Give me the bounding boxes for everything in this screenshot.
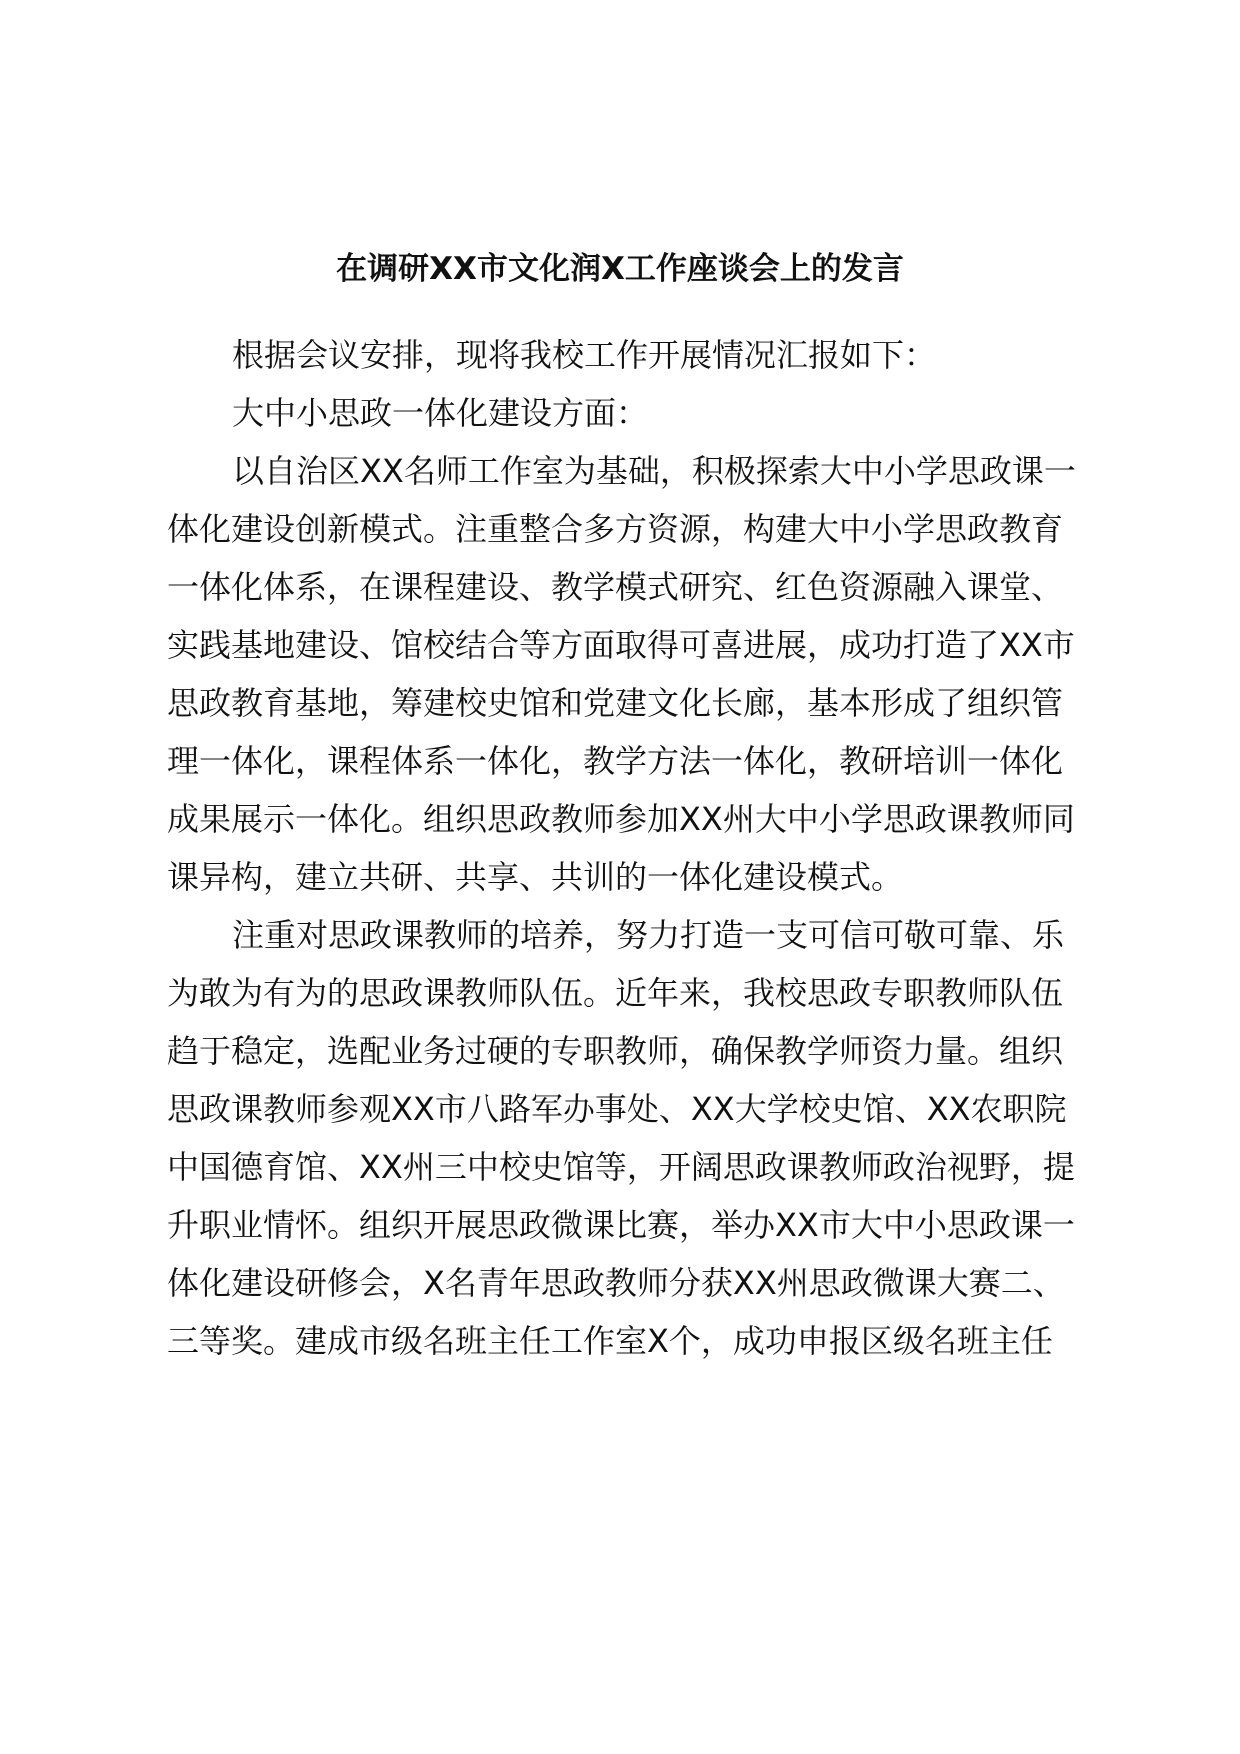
text-line: 为敢为有为的思政课教师队伍。近年来，我校思政专职教师队伍 (167, 974, 1064, 1012)
text-line: 注重对思政课教师的培养，努力打造一支可信可敬可靠、乐 (232, 916, 1065, 954)
text-line: 思政教育基地，筹建校史馆和党建文化长廊，基本形成了组织管 (167, 684, 1064, 722)
text-line: 趋于稳定，选配业务过硬的专职教师，确保教学师资力量。组织 (167, 1032, 1064, 1070)
document-title: 在调研XX市文化润X工作座谈会上的发言 (336, 251, 904, 287)
text-line: 思政课教师参观XX市八路军办事处、XX大学校史馆、XX农职院 (167, 1090, 1067, 1128)
text-line: 理一体化，课程体系一体化，教学方法一体化，教研培训一体化 (167, 742, 1064, 780)
text-line: 一体化体系，在课程建设、教学模式研究、红色资源融入课堂、 (167, 568, 1064, 606)
text-line: 三等奖。建成市级名班主任工作室X个，成功申报区级名班主任 (167, 1322, 1053, 1360)
text-line: 体化建设研修会，X名青年思政教师分获XX州思政微课大赛二、 (167, 1264, 1065, 1302)
text-line: 根据会议安排，现将我校工作开展情况汇报如下： (232, 336, 937, 374)
text-line: 课异构，建立共研、共享、共训的一体化建设模式。 (167, 858, 904, 896)
text-line: 中国德育馆、XX州三中校史馆等，开阔思政课教师政治视野，提 (167, 1148, 1075, 1186)
text-line: 实践基地建设、馆校结合等方面取得可喜进展，成功打造了XX市 (167, 626, 1075, 664)
text-line: 升职业情怀。组织开展思政微课比赛，举办XX市大中小思政课一 (167, 1206, 1075, 1244)
text-line: 体化建设创新模式。注重整合多方资源，构建大中小学思政教育 (167, 510, 1064, 548)
text-line: 成果展示一体化。组织思政教师参加XX州大中小学思政课教师同 (167, 800, 1075, 838)
text-line: 以自治区XX名师工作室为基础，积极探索大中小学思政课一 (232, 452, 1076, 490)
text-line: 大中小思政一体化建设方面： (232, 394, 649, 432)
